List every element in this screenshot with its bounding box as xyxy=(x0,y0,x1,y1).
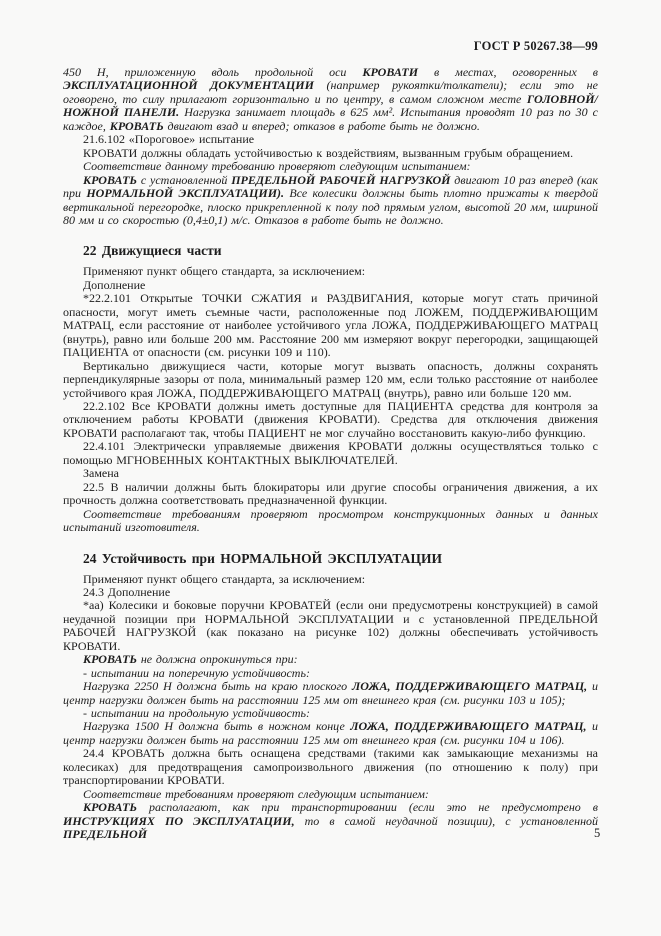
paragraph: Замена xyxy=(83,466,120,481)
paragraph: Нагрузка 1500 Н должна быть в ножном конце ЛОЖА, ПОДДЕРЖИВАЮЩЕГО МАТРАЦ, и центр нагрузки должен быть на расстоянии 125 мм от внешнего края (см. рисунки 104 и 106). xyxy=(63,719,599,747)
page-number: 5 xyxy=(594,826,601,840)
paragraph: 22.2.102 Все КРОВАТИ должны иметь доступные для ПАЦИЕНТА средства для контроля за отключением работы КРОВАТИ (движения КРОВАТИ). Средства для отключения движения КРОВАТИ располагают так, чтобы ПАЦИЕНТ не мог случайно восстановить какую-либо функцию. xyxy=(63,398,598,440)
paragraph: - испытании на поперечную устойчивость: xyxy=(83,665,310,680)
section-heading: 22 Движущиеся части xyxy=(83,243,222,259)
paragraph: 24.4 КРОВАТЬ должна быть оснащена средствами (такими как замыкающие механизмы на колесиках) для предотвращения самопроизвольного движения (по отношению к полу) при транспортировании КРОВАТИ. xyxy=(63,746,598,788)
paragraph: *аа) Колесики и боковые поручни КРОВАТЕЙ (если они предусмотрены конструкцией) в самой неудачной позиции при НОРМАЛЬНОЙ ЭКСПЛУАТАЦИИ и с установленной ПРЕДЕЛЬНОЙ РАБОЧЕЙ НАГРУЗКОЙ (как показано на рисунке 102) должны обеспечивать устойчивость КРОВАТИ. xyxy=(63,598,598,653)
paragraph: Дополнение xyxy=(83,277,146,292)
paragraph: Вертикально движущиеся части, которые могут вызвать опасность, должны сохранять перпендикулярные зазоры от пола, минимальный размер 120 мм, если только расстояние от наиболее устойчивого края ЛОЖА, ПОДДЕРЖИВАЮЩЕГО МАТРАЦ (внутрь), равно или больше 120 мм. xyxy=(63,358,598,400)
paragraph: Нагрузка 2250 Н должна быть на краю плоского ЛОЖА, ПОДДЕРЖИВАЮЩЕГО МАТРАЦ, и центр нагрузки должен быть на расстоянии 125 мм от внешнего края (см. рисунки 103 и 105); xyxy=(63,679,598,707)
paragraph: 450 Н, приложенную вдоль продольной оси КРОВАТИ в местах, оговоренных в ЭКСПЛУАТАЦИОННОЙ ДОКУМЕНТАЦИИ (например рукоятки/толкатели); если это не оговорено, то силу прилагают горизонтально и по центру, в самом сложном месте ГОЛОВНОЙ/ НОЖНОЙ ПАНЕЛИ. Нагрузка занимает площадь в 625 мм². Испытания проводят 10 раз по 30 с каждое, КРОВАТЬ двигают взад и вперед; отказов в работе быть не должно. xyxy=(63,65,598,133)
paragraph: КРОВАТЬ располагают, как при транспортировании (если это не предусмотрено в ИНСТРУКЦИЯХ ПО ЭКСПЛУАТАЦИИ, то в самой неудачной позиции), с установленной ПРЕДЕЛЬНОЙ xyxy=(63,800,599,842)
paragraph: Соответствие требованиям проверяют следующим испытанием: xyxy=(83,786,429,801)
paragraph: 22.4.101 Электрически управляемые движения КРОВАТИ должны осуществляться только с помощью МГНОВЕННЫХ КОНТАКТНЫХ ВЫКЛЮЧАТЕЛЕЙ. xyxy=(63,439,598,467)
paragraph: Применяют пункт общего стандарта, за исключением: xyxy=(83,571,366,586)
paragraph: Применяют пункт общего стандарта, за исключением: xyxy=(83,264,366,279)
document-header: ГОСТ Р 50267.38—99 xyxy=(473,39,598,53)
paragraph: - испытании на продольную устойчивость: xyxy=(83,706,311,721)
paragraph: *22.2.101 Открытые ТОЧКИ СЖАТИЯ и РАЗДВИГАНИЯ, которые могут стать причиной опасности, могут иметь съемные части, расположенные под ЛОЖЕМ, ПОДДЕРЖИВАЮЩИМ МАТРАЦ, если расстояние от наиболее устойчивого угла ЛОЖА, ПОДДЕРЖИВАЮЩЕГО МАТРАЦ (внутрь), равно или больше 200 мм. Расстояние 200 мм измеряют вокруг перегородки, защищающей ПАЦИЕНТА от опасности (см. рисунки 109 и 110). xyxy=(63,291,598,360)
paragraph: 21.6.102 «Пороговое» испытание xyxy=(83,132,255,147)
document-body xyxy=(63,65,601,842)
paragraph: 22.5 В наличии должны быть блокираторы или другие способы ограничения движения, а их прочность должна соответствовать предназначенной функции. xyxy=(63,479,598,508)
paragraph: 24.3 Дополнение xyxy=(83,584,171,599)
section-heading: 24 Устойчивость при НОРМАЛЬНОЙ ЭКСПЛУАТАЦИИ xyxy=(83,550,442,566)
paragraph: КРОВАТЬ не должна опрокинуться при: xyxy=(83,652,298,667)
paragraph: КРОВАТИ должны обладать устойчивостью к воздействиям, вызванным грубым обращением. xyxy=(83,145,574,160)
paragraph: Соответствие данному требованию проверяют следующим испытанием: xyxy=(83,159,471,174)
paragraph: Соответствие требованиям проверяют просмотром конструкционных данных и данных испытаний изготовителя. xyxy=(63,506,598,535)
paragraph: КРОВАТЬ с установленной ПРЕДЕЛЬНОЙ РАБОЧЕЙ НАГРУЗКОЙ двигают 10 раз вперед (как при НОРМАЛЬНОЙ ЭКСПЛУАТАЦИИ). Все колесики должны быть плотно прижаты к твердой вертикальной перегородке, плоско прикрепленной к полу под прямым углом, высотой 20 мм, шириной 80 мм и со скоростью (0,4±0,1) м/с. Отказов в работе быть не должно. xyxy=(63,172,599,227)
